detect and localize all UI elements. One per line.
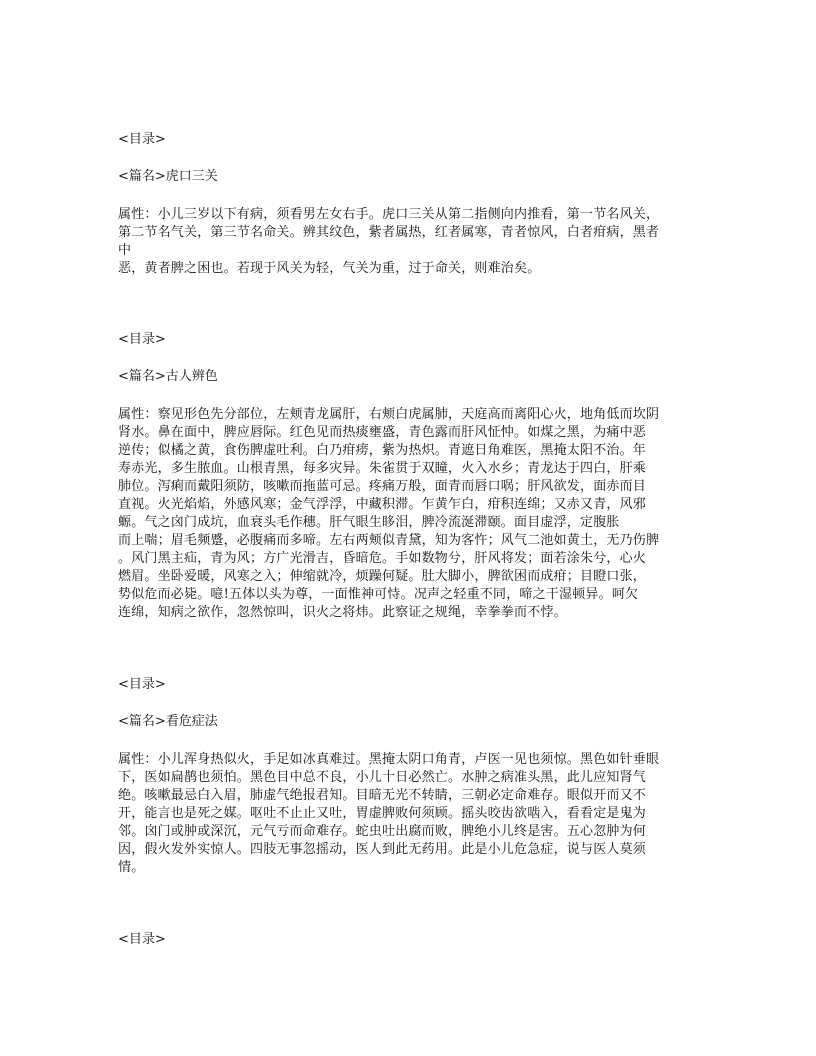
body-line: 燃眉。坐卧爱暖，风寒之入；伸缩就冷，烦躁何疑。肚大脚小，脾欲困而成疳；目瞪口张， [118, 569, 647, 584]
section-body [118, 206, 659, 278]
body-line: 情。 [118, 860, 145, 875]
body-line: 开，能言也是死之媒。呕吐不止止又吐，胃虚脾败何须顾。摇头咬齿欲啮入，看看定是鬼为 [118, 806, 647, 821]
body-line: 肾水。鼻在面中，脾应唇际。红色见而热痰壅盛，青色露而肝风怔忡。如煤之黑，为痛中恶 [118, 425, 647, 440]
section-title: <篇名>看危症法 [118, 714, 218, 729]
body-line: 恶，黄者脾之困也。若现于风关为轻，气关为重，过于命关，则难治矣。 [118, 261, 541, 276]
body-line: 。风门黑主疝，青为风；方广光滑吉，昏暗危。手如数物兮，肝风将发；面若涂朱兮，心火 [118, 551, 647, 566]
toc-link[interactable]: <目录> [118, 932, 166, 947]
body-line: 逆传；似橘之黄，食伤脾虚吐利。白乃疳痨，紫为热炽。青遮日角难医，黑掩太阳不治。年 [118, 443, 647, 458]
body-line: 而上喘；眉毛频蹙，必腹痛而多啼。左右两颊似青黛，知为客忤；风气二池如黄土，无乃伤脾 [118, 533, 660, 548]
toc-link[interactable]: <目录> [118, 677, 166, 692]
body-line: 绝。咳嗽最忌白入眉，肺虚气绝报君知。目暗无光不转睛，三朝必定命难存。眼似开而又不 [118, 788, 647, 803]
body-line: 肺位。泻痢而戴阳须防，咳嗽而拖蓝可忌。疼痛万般，面青而唇口㖞；肝风欲发，面赤而目 [118, 479, 647, 494]
section-title: <篇名>古人辨色 [118, 369, 218, 384]
body-line: 属性：小儿三岁以下有病，须看男左女右手。虎口三关从第二指侧向内推看，第一节名风关， [118, 207, 660, 222]
section-body [118, 751, 659, 877]
body-line: 邻。囟门或肿或深沉，元气亏而命难存。蛇虫吐出腐而败，脾绝小儿终是害。五心忽肿为何 [118, 824, 647, 839]
body-line: 第二节名气关，第三节名命关。辨其纹色，紫者属热，红者属寒，青者惊风，白者疳病，黑者 [118, 225, 660, 240]
body-line: 中 [118, 243, 132, 258]
section-body [118, 406, 659, 622]
body-line: 螈。气之囟门成坑，血衰头毛作穗。肝气眼生眵泪，脾冷流涎滞颐。面目虚浮，定腹胀 [118, 515, 620, 530]
body-line: 直视。火光焰焰，外感风寒；金气浮浮，中藏积滞。乍黄乍白，疳积连绵；又赤又青，风邪 [118, 497, 647, 512]
body-line: 属性：察见形色先分部位，左颊青龙属肝，右颊白虎属肺，天庭高而离阳心火，地角低而坎阴 [118, 407, 660, 422]
body-line: 因，假火发外实惊人。四肢无事忽摇动，医人到此无药用。此是小儿危急症，说与医人莫须 [118, 842, 647, 857]
toc-link[interactable]: <目录> [118, 332, 166, 347]
section-title: <篇名>虎口三关 [118, 169, 218, 184]
body-line: 寿赤光，多生脓血。山根青黑，每多灾异。朱雀贯于双瞳，火入水乡；青龙达于四白，肝乘 [118, 461, 647, 476]
body-line: 势似危而必毙。噫!五体以头为尊，一面惟神可恃。况声之轻重不同，啼之干湿顿异。呵欠 [118, 587, 639, 602]
body-line: 连绵，知病之欲作，忽然惊叫，识火之将炜。此察证之规绳，幸拳拳而不悖。 [118, 605, 567, 620]
body-line: 属性：小儿浑身热似火，手足如冰真难过。黑掩太阴口角青，卢医一见也须惊。黑色如针垂眼 [118, 752, 660, 767]
body-line: 下，医如扁鹊也须怕。黑色目中总不良，小儿十日必然亡。水肿之病准头黑，此儿应知肾气 [118, 770, 647, 785]
toc-link[interactable]: <目录> [118, 132, 166, 147]
